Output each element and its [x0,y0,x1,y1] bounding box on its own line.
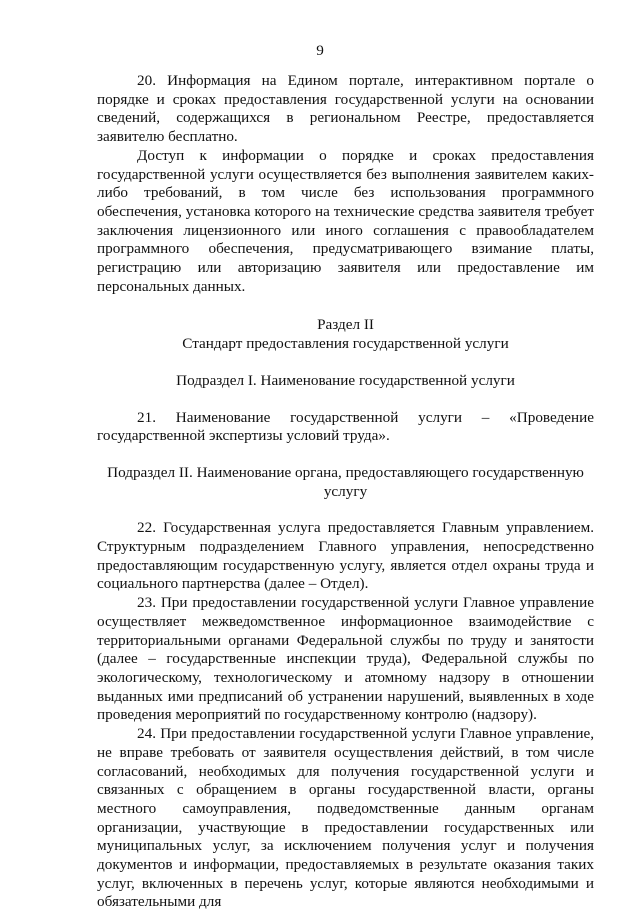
paragraph-21: 21. Наименование государственной услуги – «Проведение государственной экспертизы условий труда». [97,408,594,445]
page-number: 9 [316,42,324,59]
subsection-2-title: Подраздел II. Наименование органа, предоставляющего государственную услугу [107,463,584,500]
paragraph-24: 24. При предоставлении государственной услуги Главное управление, не вправе требовать от заявителя осуществления действий, в том числе согласований, необходимых для получения государственной услуги и связанных с обращением в органы государственной власти, органы местного самоуправления, подведомственные данным органам организации, участвующие в предоставлении государственных или муниципальных услуг, за исключением получения услуг и получения документов и информации, предоставляемых в результате оказания таких услуг, включенных в перечень услуг, которые являются необходимыми и обязательными для [97,725,594,911]
paragraph-20: 20. Информация на Едином портале, интерактивном портале о порядке и сроках предоставления государственной услуги на основании сведений, содержащихся в региональном Реестре, предоставляется заявителю бесплатно. [97,72,594,146]
section-label: Раздел II [317,316,374,334]
paragraph-23: 23. При предоставлении государственной услуги Главное управление осуществляет межведомственное информационное взаимодействие с территориальными органами Федеральной службы по труду и занятости (далее – государственные инспекции труда), Федеральной службы по экологическому, технологическому и атомному надзору в отношении выданных ими предписаний об устранении нарушений, выявленных в ходе проведения мероприятий по государственному контролю (надзору). [97,594,594,724]
subsection-1-title: Подраздел I. Наименование государственной услуги [176,371,515,389]
section-title: Стандарт предоставления государственной услуги [182,335,509,353]
document-body [97,72,594,912]
paragraph-22: 22. Государственная услуга предоставляется Главным управлением. Структурным подразделением Главного управления, непосредственно предоставляющим государственную услугу, является отдел охраны труда и социального партнерства (далее – Отдел). [97,519,594,593]
paragraph-access: Доступ к информации о порядке и сроках предоставления государственной услуги осуществляется без выполнения заявителем каких-либо требований, в том числе без использования программного обеспечения, установка которого на технические средства заявителя требует заключения лицензионного или иного соглашения с правообладателем программного обеспечения, предусматривающего взимание платы, регистрацию или авторизацию заявителя или предоставление им персональных данных. [97,146,594,295]
